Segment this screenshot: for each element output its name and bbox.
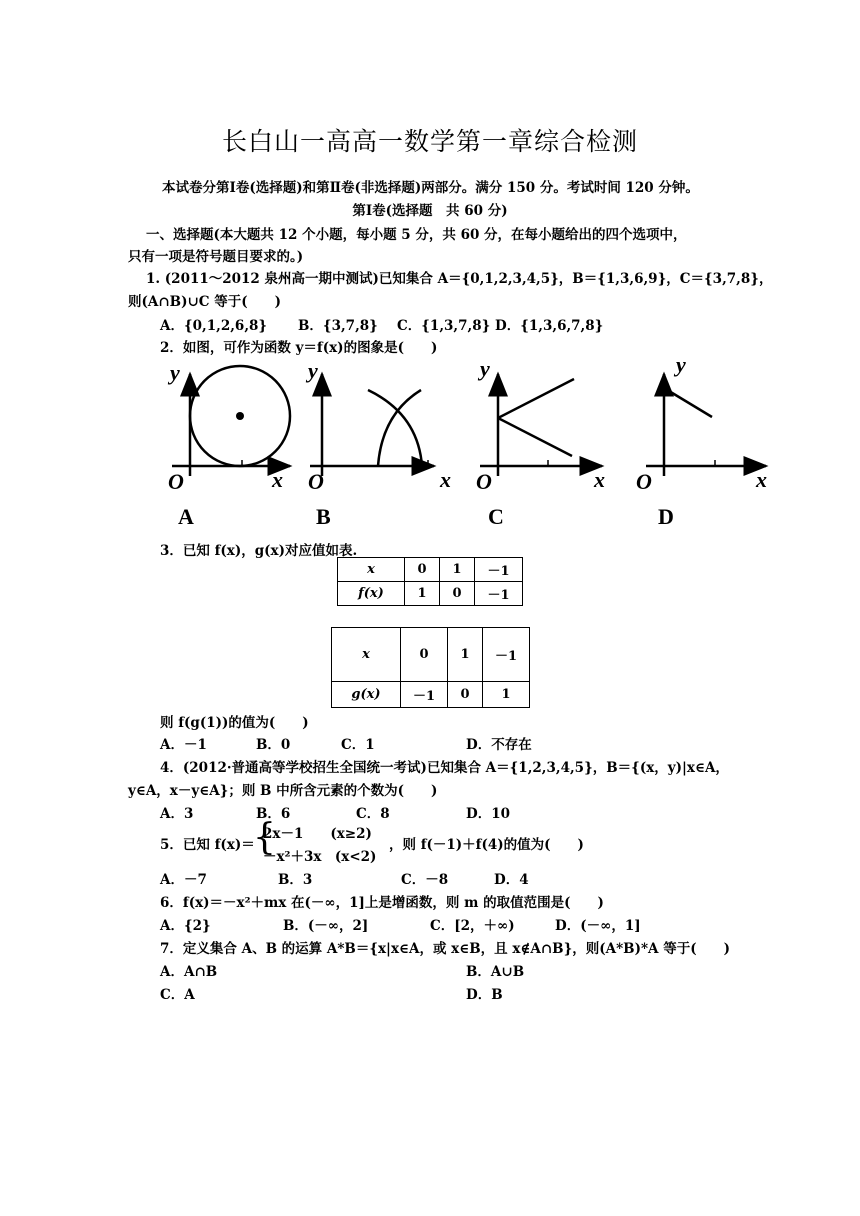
q4-stem-line1: 4．(2012·普通高等学校招生全国统一考试)已知集合 A＝{1,2,3,4,5}，B＝{(x，y)|x∈A， <box>160 760 729 776</box>
q6-option-b: B．(－∞，2] <box>283 918 369 934</box>
graph-d-origin: O <box>636 469 652 494</box>
q5-prefix: 5．已知 f(x)＝ <box>160 837 255 853</box>
q4-option-d: D．10 <box>466 806 510 822</box>
q6-option-c: C．[2，＋∞) <box>430 918 515 934</box>
table-f-cell: 0 <box>440 582 475 606</box>
q4-option-b: B．6 <box>256 806 291 822</box>
table-f <box>337 557 523 606</box>
q4-stem-line2: y∈A，x－y∈A}；则 B 中所含元素的个数为( ) <box>128 783 438 799</box>
graph-b-label: B <box>316 504 331 529</box>
q1-option-b: B．{3,7,8} <box>298 318 378 334</box>
q3-option-a: A．－1 <box>160 737 207 753</box>
q5-option-c: C．－8 <box>401 872 449 888</box>
graph-b-x-label: x <box>440 467 451 492</box>
table-f-row-label: f(x) <box>338 582 405 606</box>
q1-option-d: D．{1,3,6,7,8} <box>495 318 604 334</box>
table-g-cell: 1 <box>483 682 530 708</box>
section1-line2: 只有一项是符号题目要求的。) <box>128 249 304 265</box>
q1-option-a: A．{0,1,2,6,8} <box>160 318 268 334</box>
q7-option-a: A．A∩B <box>160 964 218 980</box>
table-g-head-cell: 0 <box>401 628 448 682</box>
q7-stem: 7．定义集合 A、B 的运算 A*B＝{x|x∈A，或 x∈B，且 x∉A∩B}，则(A*B)*A 等于( ) <box>160 941 730 957</box>
graph-c-label: C <box>488 504 504 529</box>
q7-option-d: D．B <box>466 987 503 1003</box>
q5-brace: { <box>253 817 276 858</box>
table-g-head-cell: 1 <box>448 628 483 682</box>
graph-a-origin: O <box>168 469 184 494</box>
q3-option-b: B．0 <box>256 737 291 753</box>
table-f-head-x: x <box>338 558 405 582</box>
q7-option-b: B．A∪B <box>466 964 525 980</box>
graph-b-y-label: y <box>308 358 318 383</box>
q5-option-b: B．3 <box>278 872 313 888</box>
graph-c-x-label: x <box>594 467 605 492</box>
q3-option-d: D．不存在 <box>466 737 532 753</box>
q3-question: 则 f(g(1))的值为( ) <box>160 715 309 731</box>
q4-option-c: C．8 <box>356 806 390 822</box>
table-g-row-label: g(x) <box>332 682 401 708</box>
q5-option-d: D．4 <box>494 872 529 888</box>
graph-b <box>310 374 434 476</box>
q3-stem: 3．已知 f(x)，g(x)对应值如表. <box>160 543 358 559</box>
q5-case2: －x²＋3x (x<2) <box>263 849 377 865</box>
table-f-cell: －1 <box>475 582 523 606</box>
q5-option-a: A．－7 <box>160 872 207 888</box>
table-f-head-cell: 1 <box>440 558 475 582</box>
q1-option-c: C．{1,3,7,8} <box>397 318 491 334</box>
table-f-head-cell: －1 <box>475 558 523 582</box>
page-title: 长白山一高高一数学第一章综合检测 <box>221 127 638 156</box>
graph-b-origin: O <box>308 469 324 494</box>
graph-d-x-label: x <box>756 467 767 492</box>
graph-a-label: A <box>178 504 194 529</box>
q7-option-c: C．A <box>160 987 195 1003</box>
q1-stem-line1: 1. (2011～2012 泉州高一期中测试)已知集合 A＝{0,1,2,3,4,5}，B＝{1,3,6,9}，C＝{3,7,8}， <box>146 271 773 287</box>
table-f-head-cell: 0 <box>405 558 440 582</box>
q2-graphs-figure <box>150 352 790 532</box>
graph-c-origin: O <box>476 469 492 494</box>
q1-stem-line2: 则(A∩B)∪C 等于( ) <box>128 294 282 310</box>
q3-option-c: C．1 <box>341 737 375 753</box>
q5-case1: 2x－1 (x≥2) <box>263 826 372 842</box>
graph-d-y-label: y <box>676 352 686 377</box>
table-g-cell: －1 <box>401 682 448 708</box>
part1-title: 第Ⅰ卷(选择题 共 60 分) <box>352 203 508 219</box>
q2-stem: 2．如图，可作为函数 y＝f(x)的图象是( ) <box>160 340 438 356</box>
graph-d-label: D <box>658 504 674 529</box>
graph-d <box>646 374 766 476</box>
intro-text: 本试卷分第Ⅰ卷(选择题)和第Ⅱ卷(非选择题)两部分。满分 150 分。考试时间 120 分钟。 <box>162 180 699 196</box>
table-g-head-cell: －1 <box>483 628 530 682</box>
section1-line1: 一、选择题(本大题共 12 个小题，每小题 5 分，共 60 分，在每小题给出的四个选项中， <box>146 227 687 243</box>
q6-option-a: A．{2} <box>160 918 211 934</box>
graph-a <box>172 366 290 476</box>
q6-stem: 6．f(x)＝－x²＋mx 在(－∞，1]上是增函数，则 m 的取值范围是( ) <box>160 895 604 911</box>
graph-a-y-label: y <box>170 360 180 385</box>
q5-suffix: ，则 f(－1)＋f(4)的值为( ) <box>389 837 584 853</box>
table-g <box>331 627 530 708</box>
q4-option-a: A．3 <box>160 806 194 822</box>
circle-center-dot <box>236 412 244 420</box>
q6-option-d: D．(－∞，1] <box>555 918 641 934</box>
table-g-cell: 0 <box>448 682 483 708</box>
graph-c <box>480 374 602 476</box>
table-f-cell: 1 <box>405 582 440 606</box>
table-g-head-x: x <box>332 628 401 682</box>
graph-a-x-label: x <box>272 467 283 492</box>
graph-c-y-label: y <box>480 356 490 381</box>
